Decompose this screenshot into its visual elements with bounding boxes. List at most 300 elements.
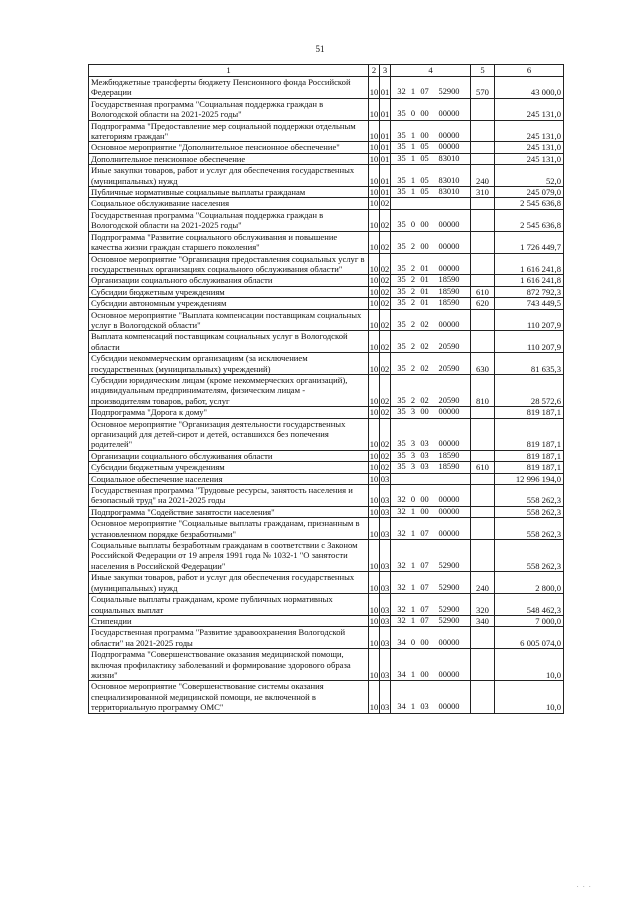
article-program: 34 (397, 702, 406, 712)
row-target-article (391, 418, 471, 450)
row-expense-type (471, 331, 495, 353)
article-subprogram: 1 (410, 131, 416, 141)
table-row (89, 594, 564, 616)
row-name: Основное мероприятие "Дополнительное пенсионное обеспечение" (89, 142, 369, 153)
article-event: 05 (420, 187, 429, 197)
row-target-article (391, 153, 471, 164)
row-section: 10 (369, 506, 379, 517)
article-program: 35 (397, 450, 406, 460)
row-expense-type (471, 627, 495, 649)
row-subsection: 02 (380, 275, 390, 286)
row-amount: 43 000,0 (495, 77, 564, 99)
article-subprogram: 2 (410, 341, 416, 351)
article-program: 32 (397, 506, 406, 516)
row-name: Социальные выплаты безработным гражданам в соответствии с Законом Российской Федерации от 19 апреля 1991 года № 1032-1 "О занятости населения в Российской Федерации" (89, 540, 369, 572)
row-expense-type (471, 450, 495, 461)
row-target-article (391, 540, 471, 572)
article-event: 07 (420, 560, 429, 570)
row-section: 10 (369, 615, 379, 626)
table-row (89, 77, 564, 99)
row-amount: 1 726 449,7 (495, 231, 564, 253)
article-direction: 18590 (438, 298, 460, 308)
row-name: Стипендии (89, 615, 369, 626)
article-event: 02 (420, 363, 429, 373)
article-event: 05 (420, 175, 429, 185)
article-subprogram: 2 (410, 263, 416, 273)
article-event: 00 (420, 407, 429, 417)
row-expense-type (471, 649, 495, 681)
article-program: 32 (397, 495, 406, 505)
row-expense-type (471, 485, 495, 507)
row-target-article (391, 627, 471, 649)
row-section: 10 (369, 275, 379, 286)
article-direction: 00000 (438, 702, 460, 712)
row-name: Субсидии автономным учреждениям (89, 298, 369, 309)
article-event: 01 (420, 263, 429, 273)
row-expense-type: 620 (471, 298, 495, 309)
article-event: 00 (420, 109, 429, 119)
row-name: Социальные выплаты гражданам, кроме публичных нормативных социальных выплат (89, 594, 369, 616)
article-program: 35 (397, 175, 406, 185)
row-subsection: 03 (380, 473, 390, 484)
article-subprogram: 3 (410, 462, 416, 472)
article-subprogram: 1 (410, 175, 416, 185)
row-name: Подпрограмма "Развитие социального обслуживания и повышение качества жизни граждан старшего поколения" (89, 231, 369, 253)
row-expense-type (471, 231, 495, 253)
row-subsection: 01 (380, 142, 390, 153)
row-expense-type: 310 (471, 187, 495, 198)
row-name: Подпрограмма "Дорога к дому" (89, 407, 369, 418)
table-row (89, 353, 564, 375)
article-program: 35 (397, 242, 406, 252)
row-section: 10 (369, 187, 379, 198)
table-row (89, 275, 564, 286)
row-name: Выплата компенсаций поставщикам социальных услуг в Вологодской области (89, 331, 369, 353)
article-event: 03 (420, 462, 429, 472)
row-subsection: 01 (380, 165, 391, 187)
article-direction: 00000 (438, 495, 460, 505)
article-program: 35 (397, 109, 406, 119)
row-section: 10 (369, 309, 380, 331)
row-section: 10 (369, 407, 379, 418)
row-amount: 52,0 (495, 165, 564, 187)
article-subprogram: 0 (410, 495, 416, 505)
row-target-article (391, 187, 471, 198)
row-name: Государственная программа "Социальная поддержка граждан в Вологодской области на 2021-2025 годы" (89, 98, 369, 120)
row-section: 10 (369, 98, 380, 120)
row-name: Основное мероприятие "Совершенствование системы оказания специализированной медицинской помощи, не включенной в территориальную программу ОМС" (89, 681, 369, 713)
row-expense-type (471, 120, 495, 142)
row-subsection: 02 (380, 462, 390, 473)
budget-table (88, 64, 564, 714)
table-row (89, 485, 564, 507)
row-name: Субсидии некоммерческим организациям (за исключением государственных (муниципальных) учреждений) (89, 353, 369, 375)
table-row (89, 187, 564, 198)
header-cell: 6 (495, 65, 564, 77)
article-event: 01 (420, 286, 429, 296)
row-section: 10 (369, 353, 380, 375)
article-direction: 00000 (438, 142, 460, 152)
row-name: Подпрограмма "Предоставление мер социальной поддержки отдельным категориям граждан" (89, 120, 369, 142)
article-direction: 20590 (438, 363, 460, 373)
article-direction: 00000 (438, 131, 460, 141)
row-section: 10 (369, 120, 380, 142)
row-section: 10 (369, 231, 380, 253)
article-subprogram: 0 (410, 220, 416, 230)
table-row (89, 165, 564, 187)
table-row (89, 627, 564, 649)
row-amount: 558 262,3 (495, 540, 564, 572)
row-subsection: 03 (380, 594, 391, 616)
article-direction: 00000 (438, 319, 460, 329)
row-target-article (391, 309, 471, 331)
row-section: 10 (369, 253, 380, 275)
row-target-article (391, 275, 471, 286)
row-section: 10 (369, 627, 380, 649)
row-subsection: 02 (380, 231, 391, 253)
row-expense-type (471, 540, 495, 572)
page-number: 51 (315, 44, 325, 54)
article-program: 35 (397, 462, 406, 472)
article-program: 35 (397, 439, 406, 449)
article-direction: 52900 (438, 604, 460, 614)
row-expense-type: 240 (471, 572, 495, 594)
row-name: Государственная программа "Развитие здравоохранения Вологодской области" на 2021-2025 годы (89, 627, 369, 649)
article-direction: 00000 (438, 407, 460, 417)
row-subsection: 02 (380, 298, 390, 309)
row-name: Субсидии бюджетным учреждениям (89, 462, 369, 473)
row-subsection: 02 (380, 374, 391, 406)
row-subsection: 01 (380, 98, 391, 120)
row-amount: 110 207,9 (495, 331, 564, 353)
row-target-article (391, 253, 471, 275)
article-direction: 00000 (438, 669, 460, 679)
row-section: 10 (369, 153, 379, 164)
row-subsection: 02 (380, 407, 390, 418)
row-section: 10 (369, 331, 380, 353)
article-direction: 83010 (438, 187, 460, 197)
row-subsection: 03 (380, 572, 391, 594)
row-amount: 110 207,9 (495, 309, 564, 331)
row-name: Основное мероприятие "Социальные выплаты гражданам, признанным в установленном порядке безработными" (89, 518, 369, 540)
row-subsection: 02 (380, 418, 391, 450)
row-name: Основное мероприятие "Выплата компенсации поставщикам социальных услуг в Вологодской области" (89, 309, 369, 331)
table-row (89, 506, 564, 517)
row-name: Субсидии юридическим лицам (кроме некоммерческих организаций), индивидуальным предпринимателям, физическим лицам - производителям товаров, работ, услуг (89, 374, 369, 406)
row-name: Субсидии бюджетным учреждениям (89, 286, 369, 297)
article-direction: 00000 (438, 242, 460, 252)
row-subsection: 03 (380, 627, 391, 649)
article-event: 00 (420, 495, 429, 505)
row-subsection: 03 (380, 485, 391, 507)
article-subprogram: 2 (410, 363, 416, 373)
row-name: Иные закупки товаров, работ и услуг для обеспечения государственных (муниципальных) нужд (89, 572, 369, 594)
row-expense-type (471, 681, 495, 713)
article-direction: 20590 (438, 395, 460, 405)
article-program: 32 (397, 560, 406, 570)
row-amount: 558 262,3 (495, 506, 564, 517)
article-subprogram: 1 (410, 702, 416, 712)
table-row (89, 473, 564, 484)
row-target-article (391, 142, 471, 153)
article-program: 32 (397, 528, 406, 538)
row-amount: 2 545 636,8 (495, 198, 564, 209)
article-direction: 18590 (438, 286, 460, 296)
article-direction: 00000 (438, 439, 460, 449)
row-expense-type (471, 142, 495, 153)
row-name: Организации социального обслуживания области (89, 275, 369, 286)
row-expense-type (471, 275, 495, 286)
table-row (89, 572, 564, 594)
row-amount: 743 449,5 (495, 298, 564, 309)
row-subsection: 03 (380, 518, 391, 540)
row-expense-type (471, 253, 495, 275)
row-target-article (391, 407, 471, 418)
row-target-article (391, 77, 471, 99)
article-subprogram: 1 (410, 528, 416, 538)
article-event: 02 (420, 319, 429, 329)
article-subprogram: 1 (410, 506, 416, 516)
article-direction: 83010 (438, 175, 460, 185)
article-event: 07 (420, 528, 429, 538)
row-name: Подпрограмма "Содействие занятости населения" (89, 506, 369, 517)
row-section: 10 (369, 518, 380, 540)
row-expense-type: 610 (471, 462, 495, 473)
row-amount: 1 616 241,8 (495, 275, 564, 286)
article-event: 02 (420, 341, 429, 351)
article-event: 03 (420, 702, 429, 712)
article-subprogram: 3 (410, 407, 416, 417)
row-subsection: 01 (380, 77, 391, 99)
article-program: 35 (397, 286, 406, 296)
article-program: 32 (397, 615, 406, 625)
article-subprogram: 1 (410, 187, 416, 197)
row-section: 10 (369, 473, 379, 484)
article-event: 00 (420, 506, 429, 516)
row-name: Государственная программа "Социальная поддержка граждан в Вологодской области на 2021-2025 годы" (89, 209, 369, 231)
row-subsection: 02 (380, 253, 391, 275)
article-event: 03 (420, 450, 429, 460)
scan-mark: · · · (576, 883, 592, 891)
table-row (89, 540, 564, 572)
row-target-article (391, 572, 471, 594)
article-event: 02 (420, 395, 429, 405)
article-program: 32 (397, 604, 406, 614)
row-target-article (391, 450, 471, 461)
row-amount: 872 792,3 (495, 286, 564, 297)
row-expense-type (471, 198, 495, 209)
row-section: 10 (369, 681, 380, 713)
row-amount: 245 131,0 (495, 120, 564, 142)
article-subprogram: 1 (410, 142, 416, 152)
row-target-article (391, 681, 471, 713)
article-subprogram: 1 (410, 582, 416, 592)
row-target-article (391, 198, 471, 209)
row-amount: 2 545 636,8 (495, 209, 564, 231)
table-row (89, 142, 564, 153)
table-row (89, 198, 564, 209)
article-event: 00 (420, 637, 429, 647)
row-section: 10 (369, 540, 380, 572)
row-name: Дополнительное пенсионное обеспечение (89, 153, 369, 164)
row-subsection: 03 (380, 649, 391, 681)
header-cell: 4 (391, 65, 471, 77)
article-subprogram: 0 (410, 109, 416, 119)
table-header-row (89, 65, 564, 77)
article-direction: 00000 (438, 220, 460, 230)
article-program: 35 (397, 395, 406, 405)
row-subsection: 03 (380, 615, 390, 626)
row-amount: 245 131,0 (495, 142, 564, 153)
table-row (89, 462, 564, 473)
article-event: 05 (420, 153, 429, 163)
article-direction: 18590 (438, 275, 460, 285)
table-row (89, 518, 564, 540)
article-direction: 52900 (438, 87, 460, 97)
table-row (89, 450, 564, 461)
row-expense-type (471, 506, 495, 517)
article-direction: 00000 (438, 506, 460, 516)
article-subprogram: 1 (410, 604, 416, 614)
row-target-article (391, 209, 471, 231)
table-row (89, 374, 564, 406)
table-row (89, 649, 564, 681)
row-amount: 558 262,3 (495, 485, 564, 507)
row-section: 10 (369, 198, 379, 209)
row-name: Межбюджетные трансферты бюджету Пенсионного фонда Российской Федерации (89, 77, 369, 99)
article-subprogram: 2 (410, 275, 416, 285)
article-direction: 52900 (438, 560, 460, 570)
row-subsection: 02 (380, 309, 391, 331)
article-event: 05 (420, 142, 429, 152)
article-subprogram: 1 (410, 153, 416, 163)
row-section: 10 (369, 374, 380, 406)
table-row (89, 615, 564, 626)
row-amount: 819 187,1 (495, 418, 564, 450)
row-amount: 12 996 194,0 (495, 473, 564, 484)
row-expense-type: 570 (471, 77, 495, 99)
row-target-article (391, 286, 471, 297)
row-name: Публичные нормативные социальные выплаты гражданам (89, 187, 369, 198)
table-row (89, 298, 564, 309)
article-direction: 00000 (438, 263, 460, 273)
row-expense-type: 340 (471, 615, 495, 626)
row-name: Основное мероприятие "Организация предоставления социальных услуг в государственных организациях социального обслуживания области" (89, 253, 369, 275)
article-event: 03 (420, 439, 429, 449)
row-subsection: 01 (380, 120, 391, 142)
row-amount: 6 005 074,0 (495, 627, 564, 649)
row-target-article (391, 353, 471, 375)
row-section: 10 (369, 298, 379, 309)
row-section: 10 (369, 418, 380, 450)
header-cell: 5 (471, 65, 495, 77)
row-amount: 245 131,0 (495, 98, 564, 120)
row-subsection: 01 (380, 187, 390, 198)
row-target-article (391, 615, 471, 626)
row-target-article (391, 374, 471, 406)
article-event: 00 (420, 669, 429, 679)
row-amount: 819 187,1 (495, 450, 564, 461)
row-section: 10 (369, 165, 380, 187)
row-expense-type: 320 (471, 594, 495, 616)
row-expense-type (471, 418, 495, 450)
row-amount: 558 262,3 (495, 518, 564, 540)
row-subsection: 03 (380, 681, 391, 713)
row-subsection: 03 (380, 506, 390, 517)
row-amount: 245 131,0 (495, 153, 564, 164)
row-target-article (391, 98, 471, 120)
row-target-article (391, 518, 471, 540)
article-event: 07 (420, 604, 429, 614)
article-subprogram: 1 (410, 560, 416, 570)
article-event: 07 (420, 87, 429, 97)
row-amount: 1 616 241,8 (495, 253, 564, 275)
row-name: Социальное обслуживание населения (89, 198, 369, 209)
article-program: 35 (397, 319, 406, 329)
row-expense-type: 810 (471, 374, 495, 406)
header-cell: 3 (380, 65, 391, 77)
article-program: 32 (397, 87, 406, 97)
article-program: 35 (397, 142, 406, 152)
table-row (89, 253, 564, 275)
row-expense-type (471, 153, 495, 164)
row-amount: 2 800,0 (495, 572, 564, 594)
row-subsection: 02 (380, 286, 390, 297)
article-program: 34 (397, 637, 406, 647)
article-event: 01 (420, 298, 429, 308)
article-program: 35 (397, 363, 406, 373)
row-section: 10 (369, 77, 380, 99)
row-name: Организации социального обслуживания области (89, 450, 369, 461)
table-row (89, 209, 564, 231)
row-target-article (391, 506, 471, 517)
article-event: 07 (420, 582, 429, 592)
article-direction: 20590 (438, 341, 460, 351)
row-subsection: 01 (380, 153, 390, 164)
row-target-article (391, 298, 471, 309)
table-row (89, 286, 564, 297)
row-expense-type (471, 98, 495, 120)
row-section: 10 (369, 649, 380, 681)
article-direction: 00000 (438, 528, 460, 538)
article-event: 00 (420, 242, 429, 252)
article-direction: 52900 (438, 582, 460, 592)
row-target-article (391, 231, 471, 253)
article-subprogram: 2 (410, 319, 416, 329)
row-amount: 81 635,3 (495, 353, 564, 375)
row-expense-type: 630 (471, 353, 495, 375)
row-subsection: 02 (380, 209, 391, 231)
table-row (89, 120, 564, 142)
row-expense-type (471, 407, 495, 418)
article-direction: 83010 (438, 153, 460, 163)
article-subprogram: 3 (410, 439, 416, 449)
row-target-article (391, 649, 471, 681)
article-subprogram: 1 (410, 615, 416, 625)
row-section: 10 (369, 209, 380, 231)
article-event: 00 (420, 220, 429, 230)
row-amount: 7 000,0 (495, 615, 564, 626)
row-amount: 10,0 (495, 681, 564, 713)
row-section: 10 (369, 572, 380, 594)
row-expense-type (471, 309, 495, 331)
article-program: 35 (397, 131, 406, 141)
article-program: 35 (397, 187, 406, 197)
row-expense-type (471, 473, 495, 484)
row-name: Государственная программа "Трудовые ресурсы, занятость населения и безопасный труд" на 2021-2025 годы (89, 485, 369, 507)
row-name: Иные закупки товаров, работ и услуг для обеспечения государственных (муниципальных) нужд (89, 165, 369, 187)
row-amount: 28 572,6 (495, 374, 564, 406)
